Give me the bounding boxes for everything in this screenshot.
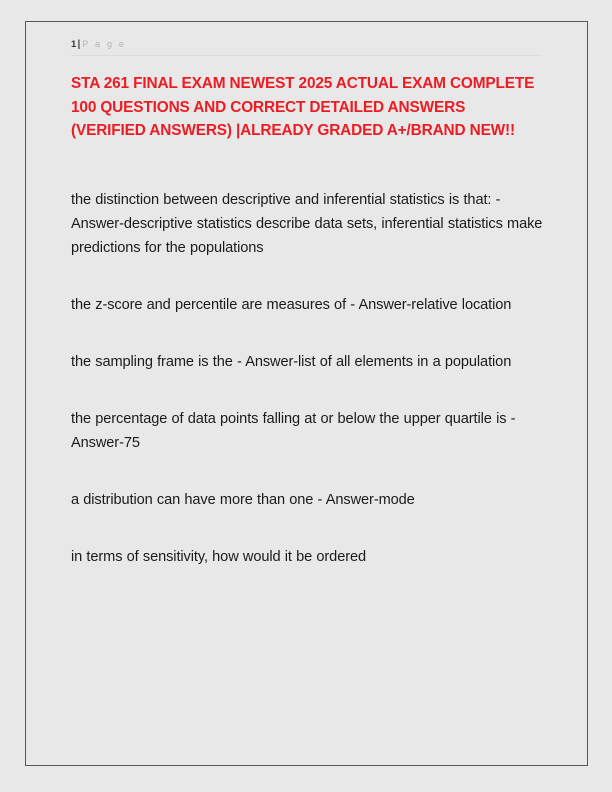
qa-block-4 (71, 407, 549, 455)
qa-paragraph: the percentage of data points falling at or below the upper quartile is - Answer-75 (71, 410, 516, 451)
qa-block-6 (71, 545, 549, 569)
document-body (71, 72, 549, 569)
qa-paragraph: the z-score and percentile are measures of - Answer-relative location (71, 296, 512, 313)
qa-paragraph: the sampling frame is the - Answer-list of all elements in a population (71, 353, 512, 370)
page-sheet (25, 21, 588, 766)
qa-block-3 (71, 350, 549, 374)
header-page-number: 1 (71, 39, 77, 50)
running-header (71, 36, 551, 56)
header-separator: | (77, 39, 81, 50)
header-page-label: P a g e (82, 39, 127, 49)
header-divider-rule (71, 55, 541, 56)
qa-block-2 (71, 293, 549, 317)
qa-paragraph: in terms of sensitivity, how would it be ordered (71, 548, 367, 565)
qa-paragraph: the distinction between descriptive and inferential statistics is that: - Answer-descriptive statistics describe data sets, inferential statistics make predictions for the populations (71, 191, 543, 256)
qa-block-5 (71, 488, 549, 512)
document-title: STA 261 FINAL EXAM NEWEST 2025 ACTUAL EXAM COMPLETE 100 QUESTIONS AND CORRECT DETAILED ANSWERS (VERIFIED ANSWERS) |ALREADY GRADED A+/BRAND NEW!! (71, 75, 535, 139)
qa-paragraph: a distribution can have more than one - Answer-mode (71, 491, 415, 508)
qa-block-1 (71, 188, 549, 260)
